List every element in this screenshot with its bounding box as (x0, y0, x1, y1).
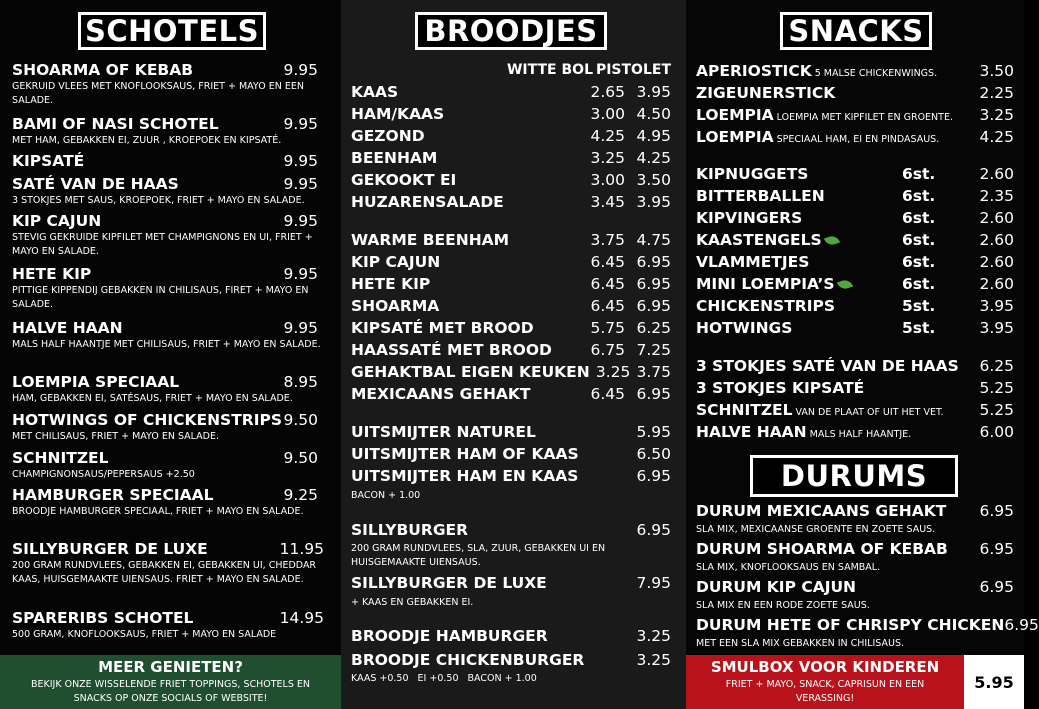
price-pistolet: 7.25 (636, 341, 671, 359)
item-price: 5.25 (979, 379, 1014, 397)
menu-item (696, 106, 1014, 124)
item-name: KIPSATÉ MET BROOD (351, 319, 534, 337)
menu-item (12, 373, 330, 406)
item-name: KIPVINGERS (696, 209, 803, 227)
item-price: 9.50 (283, 449, 318, 467)
menu-item (696, 231, 1014, 249)
item-name: MEXICAANS GEHAKT (351, 385, 531, 403)
extra-note: KAAS +0.50 EI +0.50 BACON + 1.00 (351, 673, 537, 684)
menu-item (351, 363, 671, 381)
vegetarian-leaf-icon (836, 278, 852, 291)
snacks-column (686, 0, 1039, 709)
item-price: 9.95 (283, 152, 318, 170)
schotels-header: SCHOTELS (78, 12, 266, 50)
menu-item (351, 297, 671, 315)
item-price: 3.25 (979, 106, 1014, 124)
item-name: KAAS (351, 83, 399, 101)
item-description: SPECIAAL HAM, EI EN PINDASAUS. (776, 134, 940, 145)
item-description: 500 GRAM, KNOFLOOKSAUS, FRIET + MAYO EN SALADE (12, 629, 277, 640)
item-name: DURUM HETE OF CHRISPY CHICKEN (696, 616, 1005, 634)
price-witte-bol: 2.65 (590, 83, 625, 101)
menu-item (12, 319, 330, 352)
item-name: VLAMMETJES (696, 253, 810, 271)
item-name: 3 STOKJES SATÉ VAN DE HAAS (696, 357, 959, 375)
item-description: 5 MALSE CHICKENWINGS. (814, 68, 938, 79)
item-name: KIP CAJUN (12, 212, 102, 230)
schotels-column (0, 0, 341, 709)
item-name: BROODJE HAMBURGER (351, 627, 548, 645)
item-description: 200 GRAM RUNDVLEES, SLA, ZUUR, GEBAKKEN UI EN HUISGEMAAKTE UIENSAUS. (351, 543, 606, 568)
item-name: LOEMPIA (696, 128, 774, 146)
menu-item (351, 193, 671, 211)
item-name: HAMBURGER SPECIAAL (12, 486, 214, 504)
item-name: HETE KIP (351, 275, 431, 293)
menu-item (351, 385, 671, 403)
item-name: SCHNITZEL (12, 449, 109, 467)
price-witte-bol: 3.00 (590, 171, 625, 189)
menu-item (696, 319, 1014, 337)
item-name: GEZOND (351, 127, 425, 145)
menu-item (351, 574, 671, 592)
item-price: 14.95 (279, 609, 324, 627)
item-name: 3 STOKJES KIPSATÉ (696, 379, 865, 397)
menu-item (696, 84, 1014, 102)
price-witte-bol: 6.45 (590, 385, 625, 403)
banner-title: SMULBOX VOOR KINDEREN (710, 658, 940, 676)
item-quantity: 5st. (902, 319, 936, 337)
durums-header: DURUMS (750, 455, 958, 497)
item-description: GEKRUID VLEES MET KNOFLOOKSAUS, FRIET + MAYO EN EEN SALADE. (12, 81, 304, 106)
menu-item (351, 445, 671, 463)
menu-item (696, 187, 1014, 205)
item-price: 9.95 (283, 319, 318, 337)
menu-item (696, 128, 1014, 146)
menu-item (696, 62, 1014, 80)
column-headings (351, 62, 671, 78)
price-pistolet: 3.95 (636, 83, 671, 101)
price-witte-bol: 3.25 (590, 149, 625, 167)
item-price: 3.50 (979, 62, 1014, 80)
item-quantity: 6st. (902, 231, 936, 249)
item-name: UITSMIJTER HAM OF KAAS (351, 445, 579, 463)
item-price: 6.95 (979, 502, 1014, 520)
menu-item (351, 467, 671, 485)
menu-item (696, 357, 1014, 375)
menu-item (696, 578, 1014, 596)
menu-item (351, 319, 671, 337)
item-description: LOEMPIA MET KIPFILET EN GROENTE. (776, 112, 953, 123)
menu-item (351, 231, 671, 249)
item-description: STEVIG GEKRUIDE KIPFILET MET CHAMPIGNONS EN UI, FRIET + MAYO EN SALADE. (12, 232, 313, 257)
item-name: HAM/KAAS (351, 105, 445, 123)
price-pistolet: 3.75 (636, 363, 671, 381)
item-quantity: 6st. (902, 165, 936, 183)
item-name: WARME BEENHAM (351, 231, 510, 249)
item-price: 6.00 (979, 423, 1014, 441)
item-price: 5.95 (636, 423, 671, 441)
item-price: 3.25 (636, 651, 671, 669)
item-name: KIPNUGGETS (696, 165, 809, 183)
item-price: 7.95 (636, 574, 671, 592)
item-price: 6.95 (1004, 616, 1039, 634)
banner-title: MEER GENIETEN? (98, 658, 243, 676)
item-price: 6.95 (979, 540, 1014, 558)
item-name: HUZARENSALADE (351, 193, 504, 211)
menu-item (12, 449, 330, 482)
item-name: SCHNITZEL (696, 401, 793, 419)
item-price: 6.25 (979, 357, 1014, 375)
price-witte-bol: 6.45 (590, 275, 625, 293)
price-pistolet: 3.50 (636, 171, 671, 189)
item-name: ZIGEUNERSTICK (696, 84, 836, 102)
menu-item (696, 253, 1014, 271)
menu-item (351, 275, 671, 293)
item-description: VAN DE PLAAT OF UIT HET VET. (795, 407, 944, 418)
price-pistolet: 6.95 (636, 297, 671, 315)
item-name: DURUM SHOARMA OF KEBAB (696, 540, 948, 558)
menu-item (12, 486, 330, 519)
price-witte-bol: 3.00 (590, 105, 625, 123)
price-pistolet: 4.50 (636, 105, 671, 123)
price-pistolet: 6.95 (636, 275, 671, 293)
price-pistolet: 4.25 (636, 149, 671, 167)
item-name: SILLYBURGER DE LUXE (351, 574, 547, 592)
item-price: 4.25 (979, 128, 1014, 146)
item-price: 9.95 (283, 212, 318, 230)
item-name: DURUM KIP CAJUN (696, 578, 857, 596)
item-name: SILLYBURGER (351, 521, 469, 539)
item-description: SLA MIX, KNOFLOOKSAUS EN SAMBAL. (696, 562, 881, 573)
item-price: 9.95 (283, 265, 318, 283)
item-quantity: 6st. (902, 253, 936, 271)
item-name: GEHAKTBAL EIGEN KEUKEN (351, 363, 590, 381)
menu-item (696, 616, 1039, 634)
item-name: APERIOSTICK (696, 62, 812, 80)
price-witte-bol: 5.75 (590, 319, 625, 337)
item-name: KIP CAJUN (351, 253, 441, 271)
item-description: + KAAS EN GEBAKKEN EI. (351, 597, 474, 608)
item-price: 3.95 (979, 319, 1014, 337)
witte-bol-heading: WITTE BOL (506, 62, 593, 78)
item-name: SHOARMA (351, 297, 440, 315)
item-name: HETE KIP (12, 265, 92, 283)
price-pistolet: 4.75 (636, 231, 671, 249)
item-price: 9.95 (283, 115, 318, 133)
item-price: 8.95 (283, 373, 318, 391)
item-name: SILLYBURGER DE LUXE (12, 540, 208, 558)
item-name: MINI LOEMPIA’S (696, 275, 835, 293)
item-description: CHAMPIGNONSAUS/PEPERSAUS +2.50 (12, 469, 195, 480)
menu-item (696, 379, 1014, 397)
meer-genieten-banner (0, 655, 341, 709)
item-price: 9.25 (283, 486, 318, 504)
item-name: BROODJE CHICKENBURGER (351, 651, 585, 669)
banner-text: FRIET + MAYO, SNACK, CAPRISUN EN EEN VERASSING! (725, 679, 925, 704)
menu-item (12, 411, 330, 444)
item-price: 9.95 (283, 61, 318, 79)
item-price: 5.25 (979, 401, 1014, 419)
menu-item (696, 540, 1014, 558)
smulbox-banner (686, 655, 964, 709)
item-price: 2.60 (979, 253, 1014, 271)
price-pistolet: 6.25 (636, 319, 671, 337)
menu-item (696, 502, 1014, 520)
snacks-header: SNACKS (780, 12, 932, 50)
item-name: SATÉ VAN DE HAAS (12, 175, 179, 193)
price-witte-bol: 3.25 (595, 363, 631, 381)
item-description: SLA MIX, MEXICAANSE GROENTE EN ZOETE SAUS. (696, 524, 936, 535)
broodjes-column (341, 0, 686, 709)
item-price: 6.95 (636, 521, 671, 539)
price-witte-bol: 6.45 (590, 297, 625, 315)
item-description: SLA MIX EN EEN RODE ZOETE SAUS. (696, 600, 870, 611)
item-name: HALVE HAAN (12, 319, 123, 337)
item-name: GEKOOKT EI (351, 171, 457, 189)
price-pistolet: 6.95 (636, 385, 671, 403)
menu-item (351, 341, 671, 359)
price-witte-bol: 4.25 (590, 127, 625, 145)
item-name: BAMI OF NASI SCHOTEL (12, 115, 219, 133)
extra-note: BACON + 1.00 (351, 490, 421, 501)
item-description: MET HAM, GEBAKKEN EI, ZUUR , KROEPOEK EN KIPSATÉ. (12, 135, 282, 146)
price-witte-bol: 3.75 (590, 231, 625, 249)
item-description: MET CHILISAUS, FRIET + MAYO EN SALADE. (12, 431, 220, 442)
item-name: SHOARMA OF KEBAB (12, 61, 194, 79)
item-price: 6.50 (636, 445, 671, 463)
banner-text: BEKIJK ONZE WISSELENDE FRIET TOPPINGS, SCHOTELS EN SNACKS OP ONZE SOCIALS OF WEBSITE! (30, 679, 311, 704)
price-witte-bol: 6.75 (590, 341, 625, 359)
item-price: 2.25 (979, 84, 1014, 102)
item-name: UITSMIJTER HAM EN KAAS (351, 467, 579, 485)
menu-item (12, 175, 330, 208)
menu-item (12, 115, 330, 148)
item-name: CHICKENSTRIPS (696, 297, 836, 315)
item-name: KIPSATÉ (12, 152, 85, 170)
item-price: 6.95 (979, 578, 1014, 596)
vegetarian-leaf-icon (824, 234, 840, 247)
menu-item (351, 521, 671, 539)
item-name: UITSMIJTER NATUREL (351, 423, 536, 441)
menu-item (351, 651, 671, 669)
menu-item (351, 127, 671, 145)
item-description: HAM, GEBAKKEN EI, SATÉSAUS, FRIET + MAYO EN SALADE. (12, 393, 293, 404)
item-name: HOTWINGS OF CHICKENSTRIPS (12, 411, 283, 429)
item-name: HOTWINGS (696, 319, 793, 337)
item-name: BEENHAM (351, 149, 438, 167)
menu-item (696, 275, 1014, 293)
item-price: 11.95 (279, 540, 324, 558)
menu-item (351, 423, 671, 441)
menu-item (12, 152, 330, 170)
item-name: BITTERBALLEN (696, 187, 825, 205)
pistolet-heading: PISTOLET (595, 62, 671, 78)
item-price: 2.60 (979, 209, 1014, 227)
item-quantity: 6st. (902, 187, 936, 205)
item-price: 6.95 (636, 467, 671, 485)
price-pistolet: 6.95 (636, 253, 671, 271)
item-name: HAASSATÉ MET BROOD (351, 341, 552, 359)
item-name: LOEMPIA SPECIAAL (12, 373, 180, 391)
item-price: 2.60 (979, 231, 1014, 249)
item-price: 9.95 (283, 175, 318, 193)
item-price: 3.95 (979, 297, 1014, 315)
item-name: HALVE HAAN (696, 423, 807, 441)
menu-item (696, 401, 1014, 419)
item-price: 2.35 (979, 187, 1014, 205)
item-name: LOEMPIA (696, 106, 774, 124)
item-description: PITTIGE KIPPENDIJ GEBAKKEN IN CHILISAUS, FIRET + MAYO EN SALADE. (12, 285, 309, 310)
menu-item (12, 265, 330, 312)
item-description: 200 GRAM RUNDVLEES, GEBAKKEN EI, GEBAKKEN UI, CHEDDAR KAAS, HUISGEMAAKTE UIENSAUS. FRIET + MAYO EN SALADE. (12, 560, 317, 585)
item-price: 9.50 (283, 411, 318, 429)
menu-item (12, 61, 330, 108)
menu-item (696, 165, 1014, 183)
item-description: 3 STOKJES MET SAUS, KROEPOEK, FRIET + MAYO EN SALADE. (12, 195, 305, 206)
menu-item (351, 105, 671, 123)
item-name: KAASTENGELS (696, 231, 822, 249)
price-pistolet: 3.95 (636, 193, 671, 211)
menu-item (351, 83, 671, 101)
item-price: 2.60 (979, 275, 1014, 293)
menu-item (696, 209, 1014, 227)
broodjes-header: BROODJES (415, 12, 607, 50)
item-name: DURUM MEXICAANS GEHAKT (696, 502, 947, 520)
item-description: MALS HALF HAANTJE MET CHILISAUS, FRIET + MAYO EN SALADE. (12, 339, 321, 350)
item-name: SPARERIBS SCHOTEL (12, 609, 194, 627)
price-witte-bol: 6.45 (590, 253, 625, 271)
menu-item (696, 297, 1014, 315)
menu-item (351, 627, 671, 645)
menu-item (351, 149, 671, 167)
menu-item (12, 212, 330, 259)
menu-item (12, 540, 330, 587)
item-description: MET EEN SLA MIX GEBAKKEN IN CHILISAUS. (696, 638, 905, 649)
smulbox-price: 5.95 (964, 655, 1024, 709)
menu-item (351, 253, 671, 271)
menu-item (696, 423, 1014, 441)
item-quantity: 6st. (902, 275, 936, 293)
item-price: 3.25 (636, 627, 671, 645)
item-price: 2.60 (979, 165, 1014, 183)
price-witte-bol: 3.45 (590, 193, 625, 211)
item-description: BROODJE HAMBURGER SPECIAAL, FRIET + MAYO EN SALADE. (12, 506, 304, 517)
menu-item (351, 171, 671, 189)
item-quantity: 5st. (902, 297, 936, 315)
item-quantity: 6st. (902, 209, 936, 227)
price-pistolet: 4.95 (636, 127, 671, 145)
menu-item (12, 609, 330, 642)
item-description: MALS HALF HAANTJE. (809, 429, 912, 440)
